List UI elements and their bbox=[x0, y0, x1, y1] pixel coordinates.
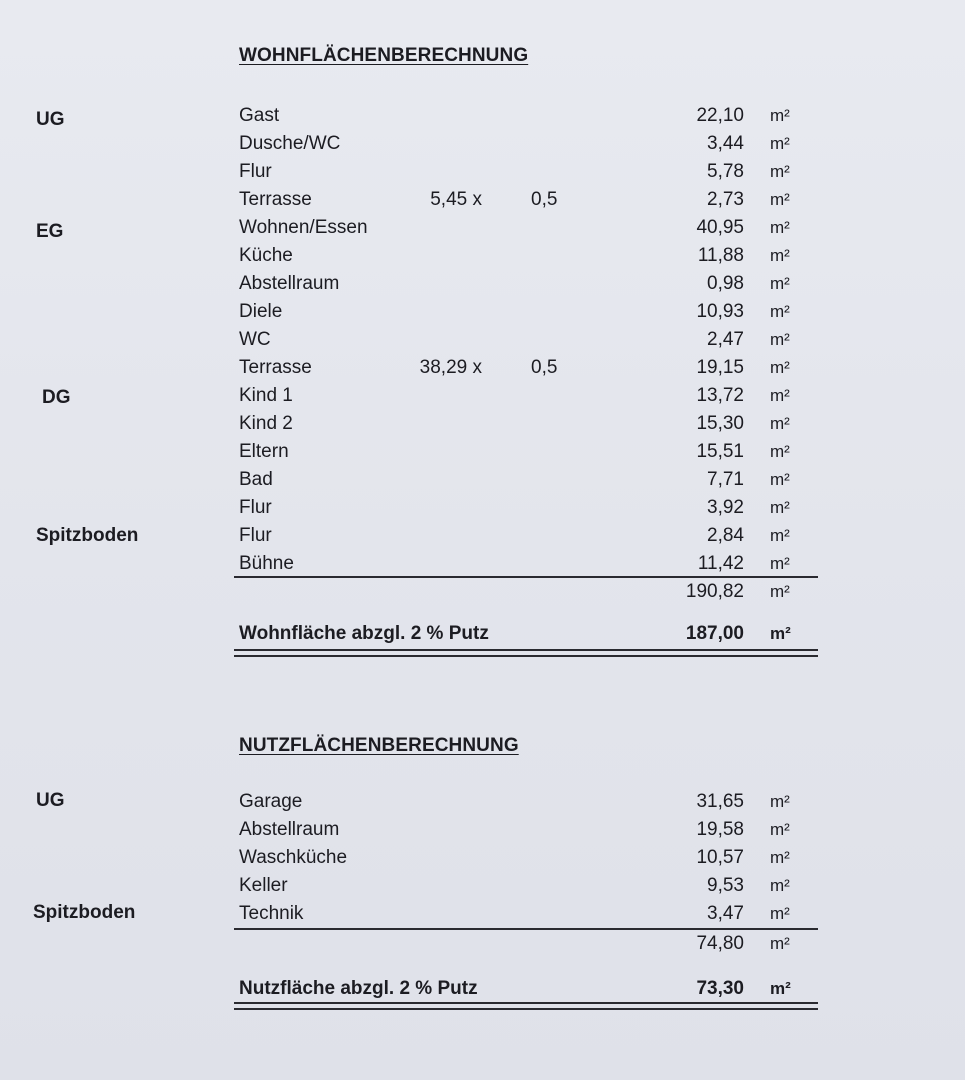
area-value: 3,47 bbox=[707, 903, 744, 924]
table-row bbox=[0, 326, 965, 354]
table-row bbox=[0, 214, 965, 242]
nutzflaeche-total bbox=[0, 975, 965, 1003]
area-unit: m² bbox=[770, 162, 790, 181]
area-unit: m² bbox=[770, 904, 790, 923]
area-value: 31,65 bbox=[696, 791, 744, 812]
floor-label-dg: DG bbox=[42, 387, 71, 408]
room-name: Waschküche bbox=[239, 847, 348, 868]
total-label: Nutzfläche abzgl. 2 % Putz bbox=[239, 978, 478, 999]
table-row bbox=[0, 494, 965, 522]
total-unit: m² bbox=[770, 979, 791, 998]
nutzflaeche-heading: NUTZFLÄCHENBERECHNUNG bbox=[239, 735, 519, 756]
floor-label-spitzboden: Spitzboden bbox=[33, 902, 136, 923]
wohnflaeche-subtotal bbox=[0, 578, 965, 606]
floor-label-spitzboden: Spitzboden bbox=[36, 525, 139, 546]
room-name: Terrasse bbox=[239, 357, 312, 378]
area-value: 0,98 bbox=[707, 273, 744, 294]
wohnflaeche-total bbox=[0, 620, 965, 648]
room-name: Wohnen/Essen bbox=[239, 217, 368, 238]
room-name: Abstellraum bbox=[239, 819, 340, 840]
area-unit: m² bbox=[770, 358, 790, 377]
subtotal-unit: m² bbox=[770, 582, 790, 601]
table-row bbox=[0, 270, 965, 298]
room-name: WC bbox=[239, 329, 271, 350]
area-value: 2,47 bbox=[707, 329, 744, 350]
total-double-rule bbox=[234, 1002, 818, 1010]
area-unit: m² bbox=[770, 190, 790, 209]
area-unit: m² bbox=[770, 792, 790, 811]
room-name: Flur bbox=[239, 525, 272, 546]
factor: 0,5 bbox=[531, 189, 558, 210]
area-value: 3,44 bbox=[707, 133, 744, 154]
subtotal-unit: m² bbox=[770, 934, 790, 953]
room-name: Bühne bbox=[239, 553, 294, 574]
total-value: 73,30 bbox=[696, 978, 744, 999]
area-value: 3,92 bbox=[707, 497, 744, 518]
area-value: 15,30 bbox=[696, 413, 744, 434]
room-name: Technik bbox=[239, 903, 304, 924]
area-unit: m² bbox=[770, 274, 790, 293]
area-value: 13,72 bbox=[696, 385, 744, 406]
room-name: Bad bbox=[239, 469, 273, 490]
table-row bbox=[0, 522, 965, 550]
table-row bbox=[0, 158, 965, 186]
area-unit: m² bbox=[770, 848, 790, 867]
table-row bbox=[0, 242, 965, 270]
area-unit: m² bbox=[770, 386, 790, 405]
total-double-rule bbox=[234, 649, 818, 657]
area-value: 19,58 bbox=[696, 819, 744, 840]
area-value: 10,93 bbox=[696, 301, 744, 322]
table-row bbox=[0, 354, 965, 382]
subtotal-value: 74,80 bbox=[696, 933, 744, 954]
table-row bbox=[0, 900, 965, 928]
room-name: Abstellraum bbox=[239, 273, 340, 294]
floor-label-ug: UG bbox=[36, 790, 65, 811]
table-row bbox=[0, 844, 965, 872]
table-row bbox=[0, 102, 965, 130]
floor-label-ug: UG bbox=[36, 109, 65, 130]
total-value: 187,00 bbox=[685, 623, 744, 644]
area-unit: m² bbox=[770, 820, 790, 839]
area-unit: m² bbox=[770, 554, 790, 573]
table-row bbox=[0, 816, 965, 844]
area-unit: m² bbox=[770, 134, 790, 153]
dimension: 38,29 x bbox=[419, 357, 482, 378]
total-unit: m² bbox=[770, 624, 791, 643]
area-unit: m² bbox=[770, 330, 790, 349]
area-unit: m² bbox=[770, 876, 790, 895]
area-value: 40,95 bbox=[696, 217, 744, 238]
table-row bbox=[0, 550, 965, 578]
nutzflaeche-subtotal bbox=[0, 930, 965, 958]
area-value: 11,88 bbox=[697, 245, 744, 266]
area-value: 2,73 bbox=[707, 189, 744, 210]
room-name: Keller bbox=[239, 875, 288, 896]
area-unit: m² bbox=[770, 302, 790, 321]
area-value: 9,53 bbox=[707, 875, 744, 896]
room-name: Garage bbox=[239, 791, 303, 812]
table-row bbox=[0, 438, 965, 466]
table-row bbox=[0, 788, 965, 816]
room-name: Dusche/WC bbox=[239, 133, 341, 154]
room-name: Gast bbox=[239, 105, 280, 126]
room-name: Kind 1 bbox=[239, 385, 293, 406]
room-name: Eltern bbox=[239, 441, 289, 462]
area-value: 5,78 bbox=[707, 161, 744, 182]
room-name: Terrasse bbox=[239, 189, 312, 210]
area-value: 10,57 bbox=[696, 847, 744, 868]
area-value: 2,84 bbox=[707, 525, 744, 546]
table-row bbox=[0, 186, 965, 214]
area-unit: m² bbox=[770, 498, 790, 517]
room-name: Flur bbox=[239, 497, 272, 518]
area-unit: m² bbox=[770, 414, 790, 433]
area-value: 19,15 bbox=[696, 357, 744, 378]
area-value: 11,42 bbox=[697, 553, 744, 574]
table-row bbox=[0, 130, 965, 158]
area-unit: m² bbox=[770, 218, 790, 237]
table-row bbox=[0, 298, 965, 326]
area-unit: m² bbox=[770, 526, 790, 545]
room-name: Kind 2 bbox=[239, 413, 293, 434]
area-value: 22,10 bbox=[696, 105, 744, 126]
area-value: 7,71 bbox=[707, 469, 744, 490]
table-row bbox=[0, 410, 965, 438]
room-name: Küche bbox=[239, 245, 293, 266]
total-label: Wohnfläche abzgl. 2 % Putz bbox=[239, 623, 489, 644]
area-unit: m² bbox=[770, 442, 790, 461]
factor: 0,5 bbox=[531, 357, 558, 378]
area-unit: m² bbox=[770, 106, 790, 125]
room-name: Diele bbox=[239, 301, 283, 322]
area-unit: m² bbox=[770, 470, 790, 489]
room-name: Flur bbox=[239, 161, 272, 182]
area-unit: m² bbox=[770, 246, 790, 265]
table-row bbox=[0, 872, 965, 900]
dimension: 5,45 x bbox=[430, 189, 482, 210]
table-row bbox=[0, 466, 965, 494]
wohnflaeche-heading: WOHNFLÄCHENBERECHNUNG bbox=[239, 45, 529, 66]
area-value: 15,51 bbox=[696, 441, 744, 462]
subtotal-value: 190,82 bbox=[685, 581, 744, 602]
floor-label-eg: EG bbox=[36, 221, 64, 242]
table-row bbox=[0, 382, 965, 410]
